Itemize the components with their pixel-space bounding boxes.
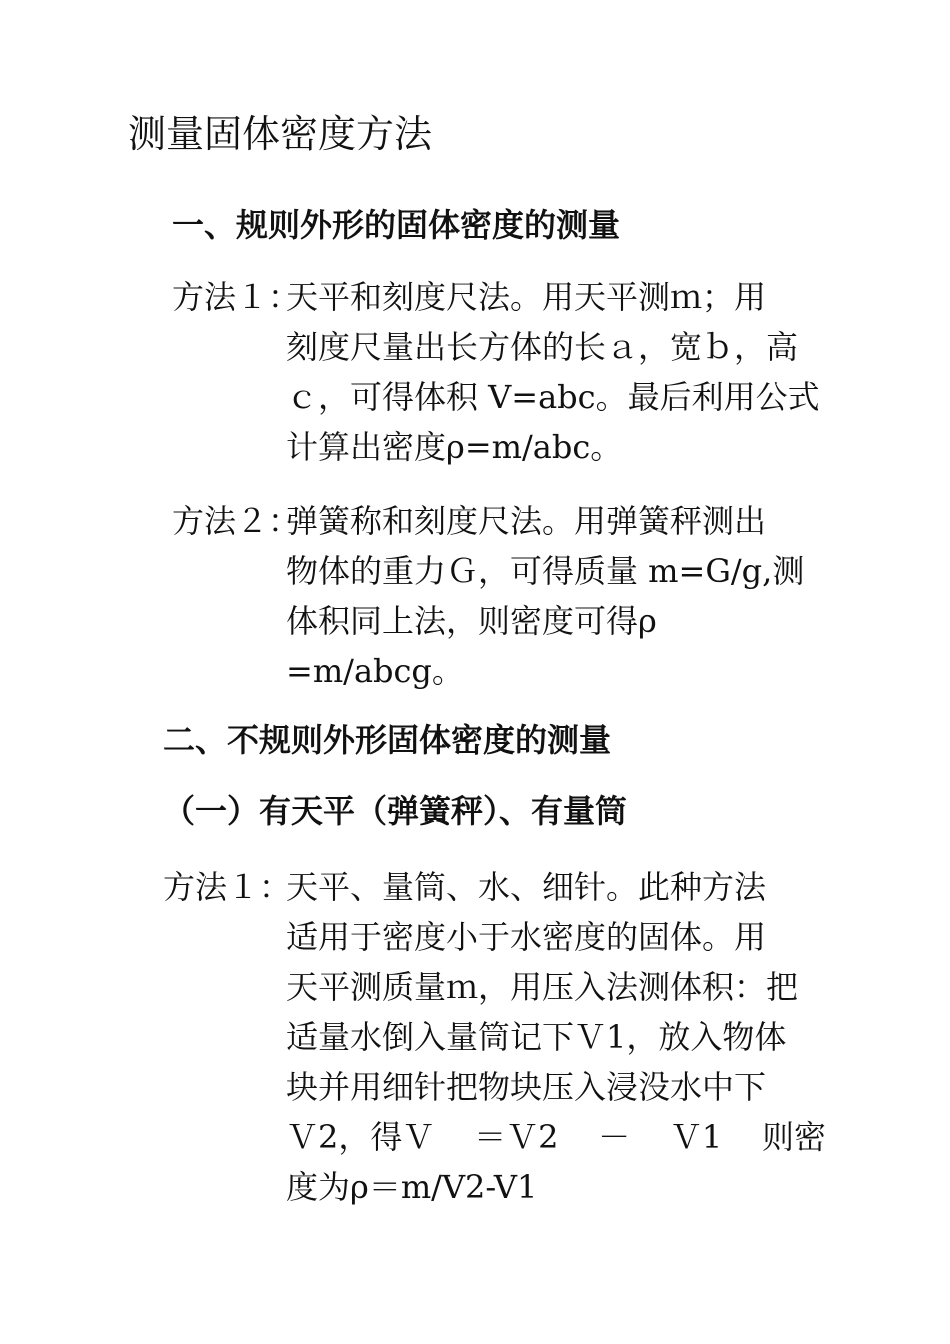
page-title: 测量固体密度方法: [128, 112, 433, 156]
method-label: 方法１：: [172, 278, 301, 316]
method-label: 方法１：: [163, 868, 292, 906]
section2-method1: [163, 862, 863, 1222]
line-segment: 则密: [761, 1118, 826, 1156]
method-line: 刻度尺量出长方体的长ａ，宽ｂ，高: [286, 328, 799, 366]
line-segment: ＝Ｖ2: [474, 1118, 559, 1156]
method-line: 弹簧称和刻度尺法。用弹簧秤测出: [286, 502, 767, 540]
line-segment: Ｖ2，得Ｖ: [286, 1118, 435, 1156]
line-segment: Ｖ1: [669, 1118, 723, 1156]
section1-method1: [172, 272, 852, 472]
method-line: 块并用细针把物块压入浸没水中下: [286, 1068, 767, 1106]
method-line: 适用于密度小于水密度的固体。用: [286, 918, 767, 956]
method-line: 体积同上法，则密度可得ρ: [286, 602, 657, 640]
method-line: 度为ρ＝m/V2-V1: [286, 1168, 538, 1206]
section2-heading: 二、不规则外形固体密度的测量: [163, 721, 612, 759]
method-line: 计算出密度ρ=m/abc。: [286, 428, 623, 466]
method-line: 天平测质量ｍ，用压入法测体积：把: [286, 968, 799, 1006]
method-line: =m/abcg。: [286, 652, 464, 690]
section1-method2: [172, 496, 852, 696]
line-segment: －: [598, 1118, 631, 1156]
method-line-justified: [286, 1112, 826, 1162]
section1-heading: 一、规则外形的固体密度的测量: [172, 206, 621, 244]
method-line: ｃ，可得体积 V=abc。最后利用公式: [286, 378, 820, 416]
section2-subheading: （一）有天平（弹簧秤）、有量筒: [163, 792, 628, 830]
method-line: 天平和刻度尺法。用天平测ｍ；用: [286, 278, 767, 316]
method-label: 方法２：: [172, 502, 301, 540]
method-line: 天平、量筒、水、细针。此种方法: [286, 868, 767, 906]
method-line: 适量水倒入量筒记下Ｖ1，放入物体: [286, 1018, 787, 1056]
method-line: 物体的重力Ｇ，可得质量 m=G/g,测: [286, 552, 805, 590]
